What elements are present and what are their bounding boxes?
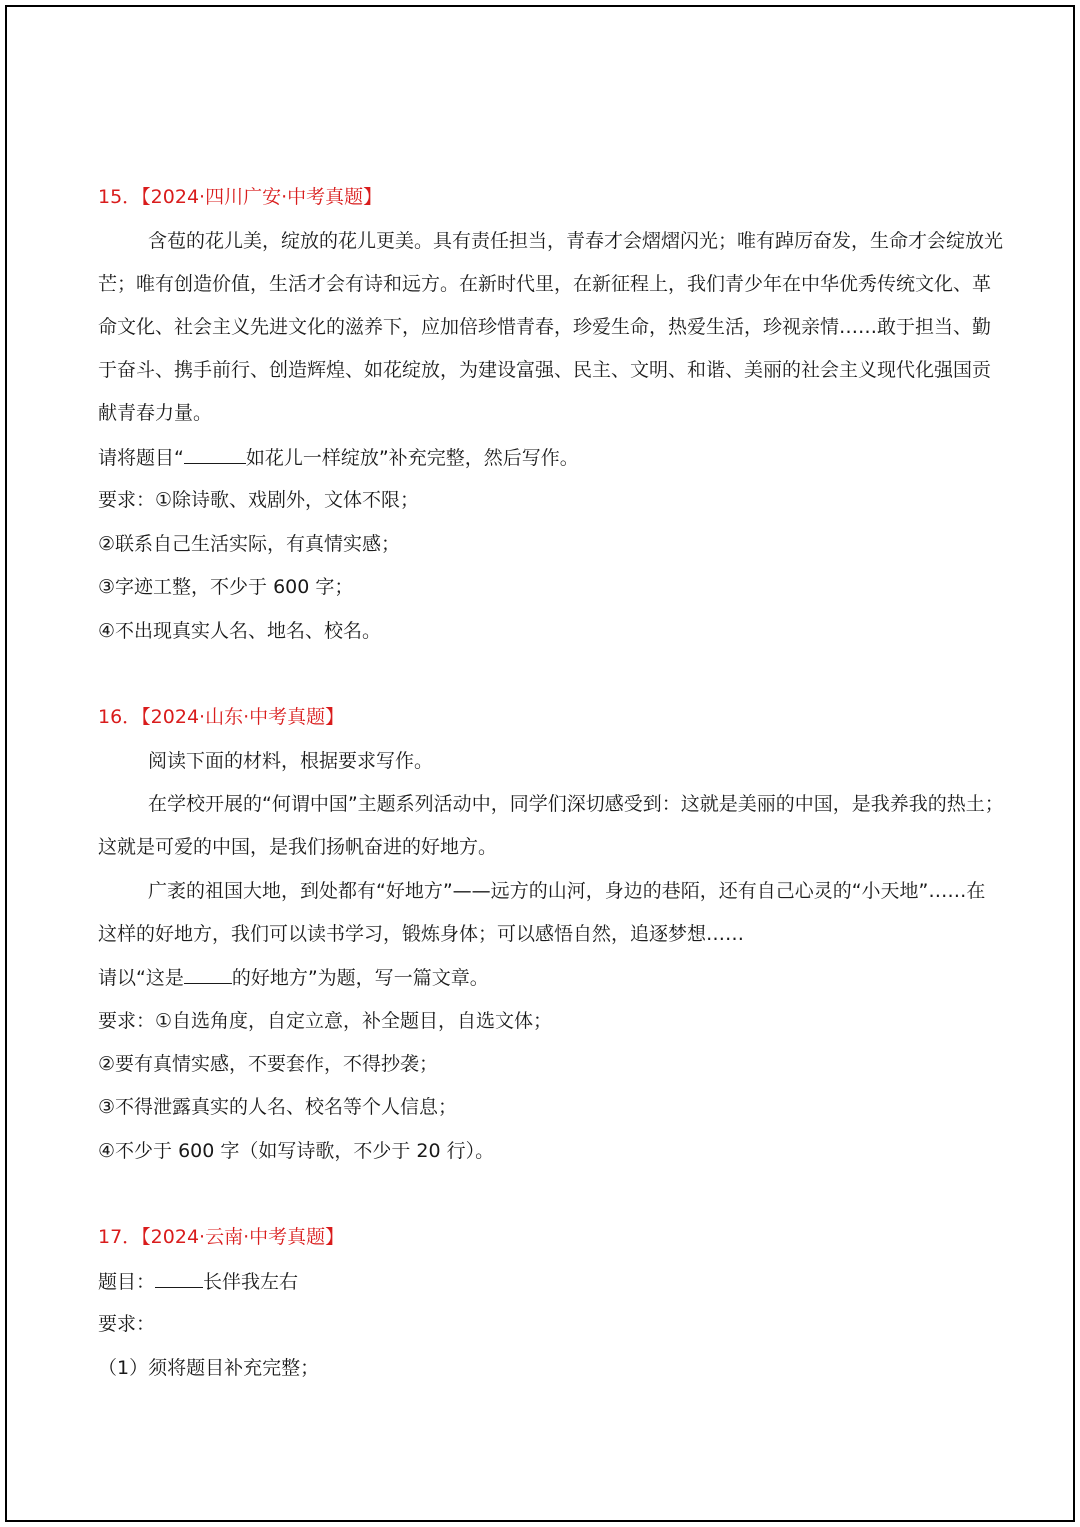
q17-title-after: 长伴我左右 (203, 1271, 299, 1293)
q16-prompt-before: 请以“这是 (98, 967, 184, 989)
q17-heading: 17．【2024·云南·中考真题】 (98, 1226, 345, 1248)
q15-requirement-3: ③字迹工整，不少于 600 字； (98, 576, 354, 598)
fill-in-blank (155, 1269, 203, 1288)
q17-title-before: 题目： (98, 1271, 156, 1293)
fill-in-blank (184, 965, 232, 984)
q16-paragraph-line: 这样的好地方，我们可以读书学习，锻炼身体；可以感悟自然，追逐梦想…… (98, 923, 745, 945)
q15-prompt-before: 请将题目“ (98, 447, 184, 469)
q15-requirement-2: ②联系自己生活实际，有真情实感； (98, 533, 401, 555)
q16-prompt (98, 965, 489, 989)
q16-intro: 阅读下面的材料，根据要求写作。 (148, 750, 434, 772)
q16-heading: 16．【2024·山东·中考真题】 (98, 706, 345, 728)
q16-requirement-3: ③不得泄露真实的人名、校名等个人信息； (98, 1096, 458, 1118)
q16-paragraph-line: 在学校开展的“何谓中国”主题系列活动中，同学们深切感受到：这就是美丽的中国，是我养我的热土； (148, 793, 1004, 815)
q15-heading: 15．【2024·四川广安·中考真题】 (98, 186, 383, 208)
q16-requirement-2: ②要有真情实感，不要套作，不得抄袭； (98, 1053, 439, 1075)
q16-paragraph-line: 这就是可爱的中国，是我们扬帆奋进的好地方。 (98, 836, 498, 858)
q16-requirement-4: ④不少于 600 字（如写诗歌，不少于 20 行）。 (98, 1140, 495, 1162)
q16-prompt-after: 的好地方”为题，写一篇文章。 (231, 967, 489, 989)
q16-paragraph-line: 广袤的祖国大地，到处都有“好地方”——远方的山河，身边的巷陌，还有自己心灵的“小天地”……在 (148, 880, 986, 902)
q17-title-prompt (98, 1269, 298, 1293)
q15-paragraph-line: 含苞的花儿美，绽放的花儿更美。具有责任担当，青春才会熠熠闪光；唯有踔厉奋发，生命才会绽放光 (148, 230, 1004, 252)
q15-paragraph-line: 命文化、社会主义先进文化的滋养下，应加倍珍惜青春，珍爱生命，热爱生活，珍视亲情……敢于担当、勤 (98, 316, 992, 338)
q15-requirement-1: 要求：①除诗歌、戏剧外，文体不限； (98, 489, 420, 511)
q15-paragraph-line: 献青春力量。 (98, 402, 213, 424)
q17-requirement-1: （1）须将题目补充完整； (98, 1357, 320, 1379)
q15-prompt (98, 445, 579, 469)
q15-paragraph-line: 芒；唯有创造价值，生活才会有诗和远方。在新时代里，在新征程上，我们青少年在中华优秀传统文化、革 (98, 273, 992, 295)
q16-requirement-1: 要求：①自选角度，自定立意，补全题目，自选文体； (98, 1010, 553, 1032)
fill-in-blank (184, 445, 246, 464)
q17-requirement-label: 要求： (98, 1313, 156, 1335)
q15-requirement-4: ④不出现真实人名、地名、校名。 (98, 620, 382, 642)
q15-prompt-after: 如花儿一样绽放”补充完整，然后写作。 (245, 447, 579, 469)
q15-paragraph-line: 于奋斗、携手前行、创造辉煌、如花绽放，为建设富强、民主、文明、和谐、美丽的社会主义现代化强国贡 (98, 359, 992, 381)
